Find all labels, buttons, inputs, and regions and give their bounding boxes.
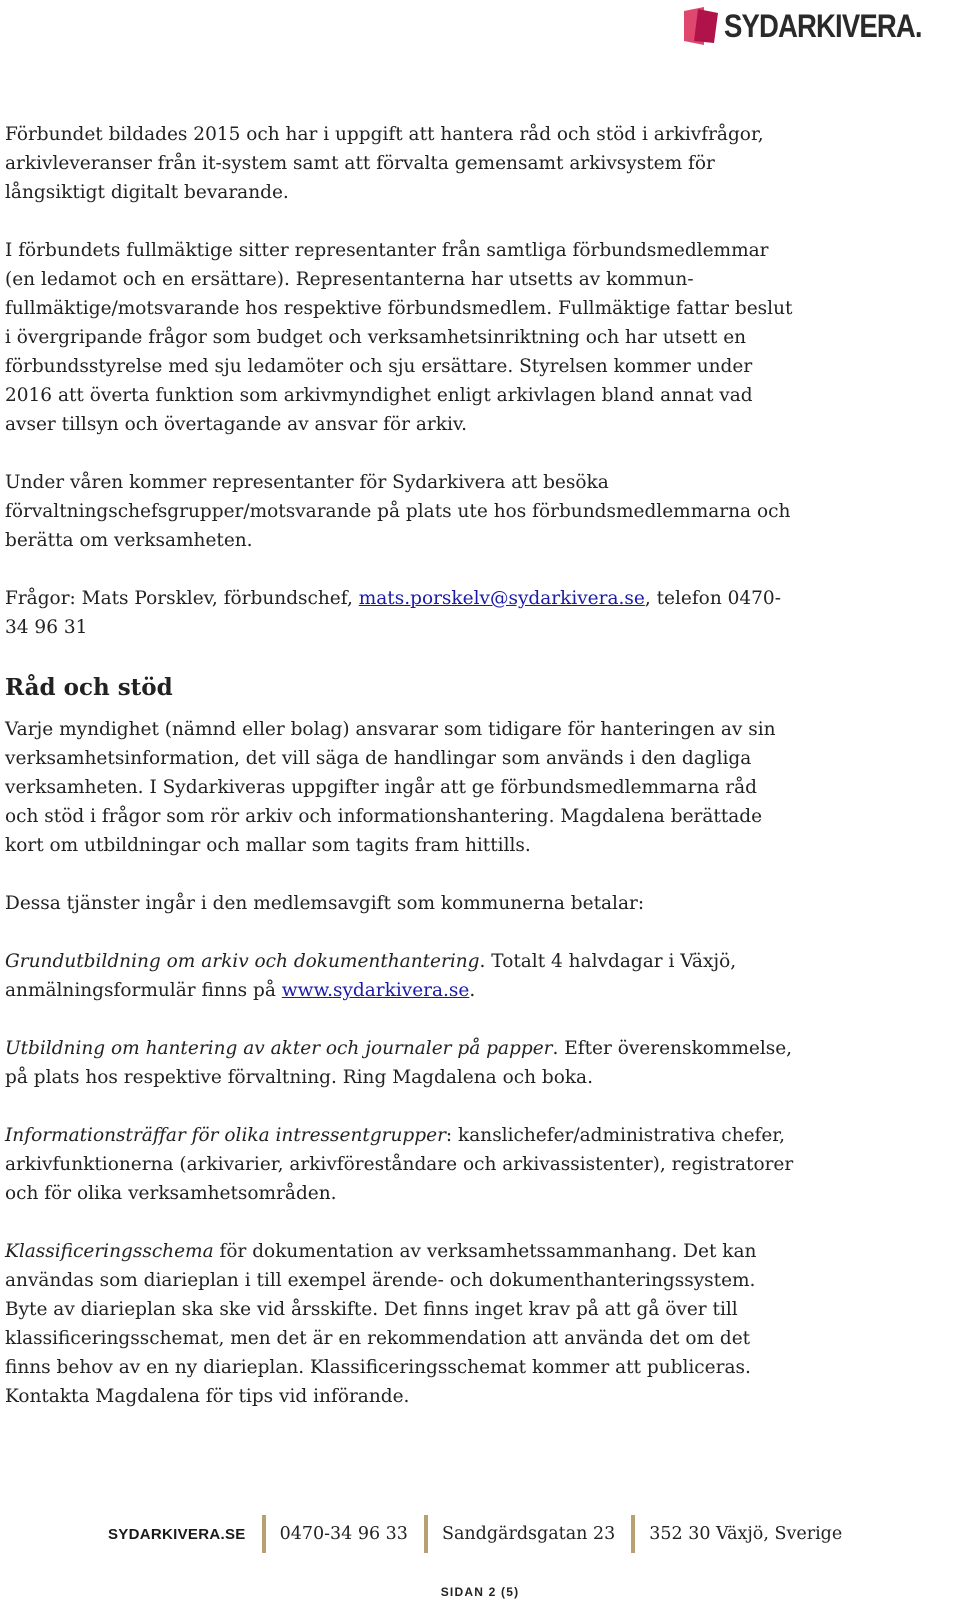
info-meetings-title: Informationsträffar för olika intressentgrupper <box>5 1125 446 1146</box>
paper-training-title: Utbildning om hantering av akter och journaler på papper <box>5 1038 553 1059</box>
paragraph-classification <box>5 1237 795 1411</box>
page-number: SIDAN 2 (5) <box>440 1585 520 1599</box>
classification-text: för dokumentation av verksamhetssammanhang. Det kan användas som diarieplan i till exempel ärende- och dokumenthanteringssystem. Byte av diarieplan ska ske vid årsskifte. Det finns inget krav på att gå över till klassificeringsschemat, men det är en rekommendation att använda det om det finns behov av en ny diarieplan. Klassificeringsschemat kommer att publiceras. Kontakta Magdalena för tips vid införande. <box>5 1241 757 1407</box>
paragraph-responsibility: Varje myndighet (nämnd eller bolag) ansvarar som tidigare för hanteringen av sin verksamhetsinformation, det vill säga de handlingar som används i den dagliga verksamheten. I Sydarkiveras uppgifter ingår att ge förbundsmedlemmarna råd och stöd i frågor som rör arkiv och informationshantering. Magdalena berättade kort om utbildningar och mallar som tagits fram hittills. <box>5 719 776 856</box>
basic-training-title: Grundutbildning om arkiv och dokumenthantering <box>5 951 480 972</box>
footer-phone: 0470-34 96 33 <box>279 1524 408 1544</box>
contact-phone-text: , telefon 0470-34 96 31 <box>5 588 781 638</box>
footer-city: 352 30 Växjö, Sverige <box>649 1524 843 1544</box>
footer-separator <box>424 1515 428 1553</box>
paragraph-info-meetings <box>5 1121 795 1208</box>
website-link[interactable]: www.sydarkivera.se <box>281 980 470 1001</box>
basic-training-text: . Totalt 4 halvdagar i Växjö, anmälningsformulär finns på <box>5 951 737 1001</box>
footer-separator <box>262 1515 266 1553</box>
page-footer <box>108 1514 842 1554</box>
footer-site[interactable]: SYDARKIVERA.SE <box>108 1525 246 1543</box>
logo-mark-icon <box>684 7 718 45</box>
paragraph-basic-training <box>5 947 795 1005</box>
footer-separator <box>631 1515 635 1553</box>
footer-street: Sandgärdsgatan 23 <box>441 1524 616 1544</box>
info-meetings-text: : kanslichefer/administrativa chefer, arkivfunktionerna (arkivarier, arkivföreståndare och arkivassistenter), registratorer och för olika verksamhetsområden. <box>5 1125 794 1204</box>
basic-training-end: . <box>469 980 476 1001</box>
paragraph-visits: Under våren kommer representanter för Sydarkivera att besöka förvaltningschefsgrupper/motsvarande på plats ute hos förbundsmedlemmarna och berätta om verksamheten. <box>5 472 791 551</box>
paragraph-services-intro: Dessa tjänster ingår i den medlemsavgift som kommunerna betalar: <box>5 893 645 914</box>
paragraph-paper-training <box>5 1034 795 1092</box>
document-body <box>5 120 795 1440</box>
section-heading: Råd och stöd <box>5 674 173 701</box>
contact-text: Frågor: Mats Porsklev, förbundschef, <box>5 588 359 609</box>
sydarkivera-logo[interactable] <box>684 6 954 46</box>
paragraph-contact <box>5 584 795 642</box>
paper-training-text: . Efter överenskommelse, på plats hos respektive förvaltning. Ring Magdalena och boka. <box>5 1038 793 1088</box>
logo-mark-right <box>694 9 718 43</box>
logo-text: SYDARKIVERA. <box>724 7 922 44</box>
classification-title: Klassificeringsschema <box>5 1241 214 1262</box>
paragraph-founding: Förbundet bildades 2015 och har i uppgift att hantera råd och stöd i arkivfrågor, arkivleveranser från it-system samt att förvalta gemensamt arkivsystem för långsiktigt digitalt bevarande. <box>5 124 764 203</box>
contact-email-link[interactable]: mats.porskelv@sydarkivera.se <box>358 588 645 609</box>
paragraph-fullmaktige: I förbundets fullmäktige sitter representanter från samtliga förbundsmedlemmar (en ledamot och en ersättare). Representanterna har utsetts av kommun-fullmäktige/motsvarande hos respektive förbundsmedlem. Fullmäktige fattar beslut i övergripande frågor som budget och verksamhetsinriktning och har utsett en förbundsstyrelse med sju ledamöter och sju ersättare. Styrelsen kommer under 2016 att överta funktion som arkivmyndighet enligt arkivlagen bland annat vad avser tillsyn och övertagande av ansvar för arkiv. <box>5 240 793 435</box>
